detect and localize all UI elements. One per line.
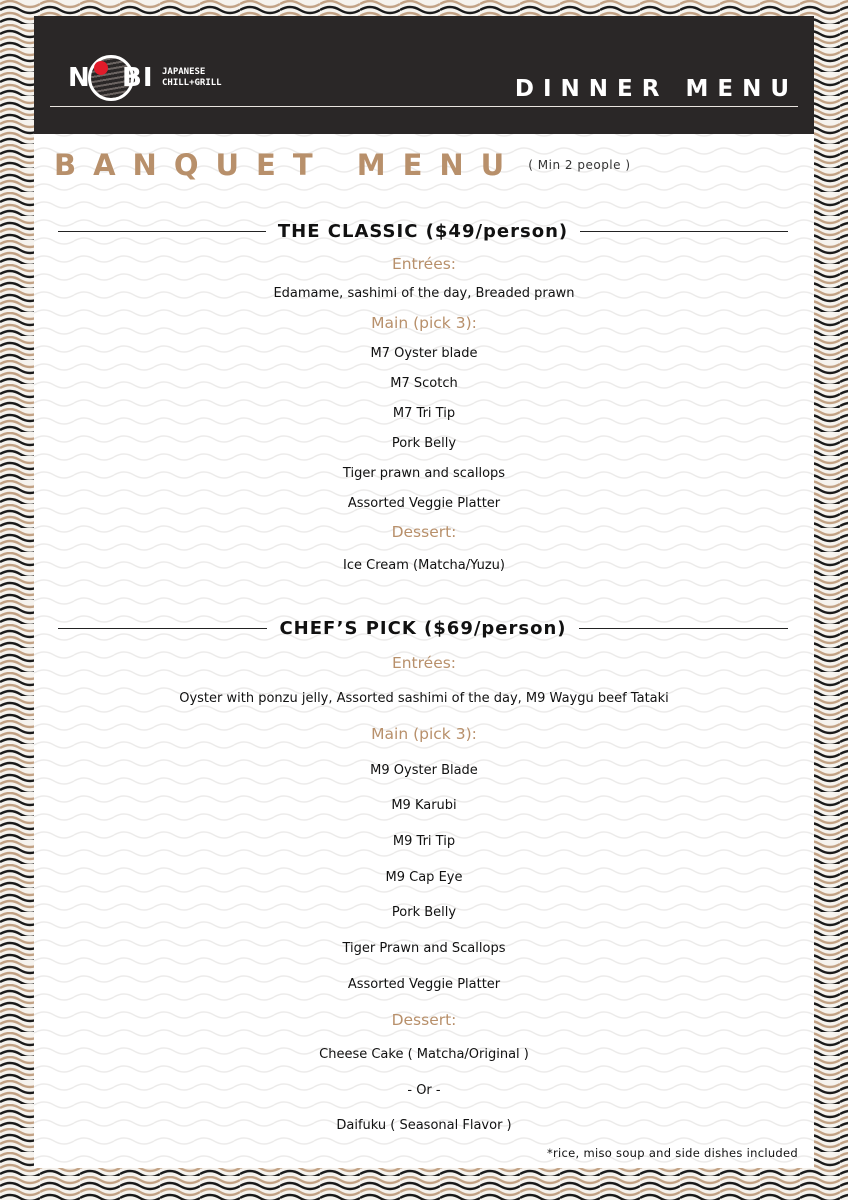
chef-main-label: Main (pick 3): xyxy=(371,725,477,743)
logo-subtitle-line2: CHILL+GRILL xyxy=(162,78,222,88)
chef-section-heading xyxy=(58,616,788,640)
menu-page xyxy=(34,16,814,1168)
classic-entrees: Edamame, sashimi of the day, Breaded prawn xyxy=(273,286,575,301)
classic-main-item: Assorted Veggie Platter xyxy=(347,496,501,511)
heading-rule-left xyxy=(58,231,266,232)
banquet-title: BANQUET MENU xyxy=(54,148,522,182)
heading-rule-left xyxy=(58,628,267,629)
logo-letters-bi: BI xyxy=(122,63,154,93)
chef-main-item: Pork Belly xyxy=(391,905,457,920)
classic-dessert-label: Dessert: xyxy=(391,523,457,541)
chef-dessert-item: Cheese Cake ( Matcha/Original ) xyxy=(319,1047,529,1062)
chef-dessert-label: Dessert: xyxy=(391,1011,457,1029)
classic-entrees-label: Entrées: xyxy=(391,255,457,273)
classic-main-item: M7 Oyster blade xyxy=(370,346,478,361)
chef-heading: CHEF’S PICK ($69/person) xyxy=(279,617,567,639)
dessert-or-separator: - Or - xyxy=(407,1083,441,1098)
logo-red-dot-icon xyxy=(94,61,108,75)
classic-main-item: Pork Belly xyxy=(391,436,457,451)
classic-dessert: Ice Cream (Matcha/Yuzu) xyxy=(343,558,505,573)
banquet-subtitle: ( Min 2 people ) xyxy=(528,158,631,172)
classic-main-item: Tiger prawn and scallops xyxy=(342,466,506,481)
chef-dessert-item: Daifuku ( Seasonal Flavor ) xyxy=(336,1118,512,1133)
footnote: *rice, miso soup and side dishes included xyxy=(546,1146,798,1160)
logo-letter-n: N xyxy=(68,63,91,93)
chef-main-item: M9 Karubi xyxy=(391,798,457,813)
chef-main-item: Tiger Prawn and Scallops xyxy=(342,941,506,956)
classic-main-item: M7 Tri Tip xyxy=(392,406,456,421)
chef-main-item: M9 Cap Eye xyxy=(385,870,463,885)
header-divider xyxy=(50,106,798,107)
classic-main-item: M7 Scotch xyxy=(390,376,458,391)
chef-entrees: Oyster with ponzu jelly, Assorted sashimi of the day, M9 Waygu beef Tataki xyxy=(179,691,669,706)
dinner-menu-title: DINNER MENU xyxy=(514,76,798,102)
chef-entrees-label: Entrées: xyxy=(391,654,457,672)
chef-main-item: M9 Oyster Blade xyxy=(370,763,478,778)
classic-main-label: Main (pick 3): xyxy=(371,314,477,332)
chef-main-item: M9 Tri Tip xyxy=(392,834,456,849)
logo-subtitle-line1: JAPANESE xyxy=(162,67,206,77)
heading-rule-right xyxy=(579,628,788,629)
chef-main-item: Assorted Veggie Platter xyxy=(347,977,501,992)
banquet-heading xyxy=(54,148,631,182)
page-header xyxy=(34,16,814,134)
faint-wave-background xyxy=(34,16,814,1168)
classic-section-heading xyxy=(58,219,788,243)
classic-heading: THE CLASSIC ($49/person) xyxy=(277,220,569,242)
heading-rule-right xyxy=(580,231,788,232)
nobi-logo xyxy=(68,50,222,106)
logo-subtitle xyxy=(162,67,222,89)
